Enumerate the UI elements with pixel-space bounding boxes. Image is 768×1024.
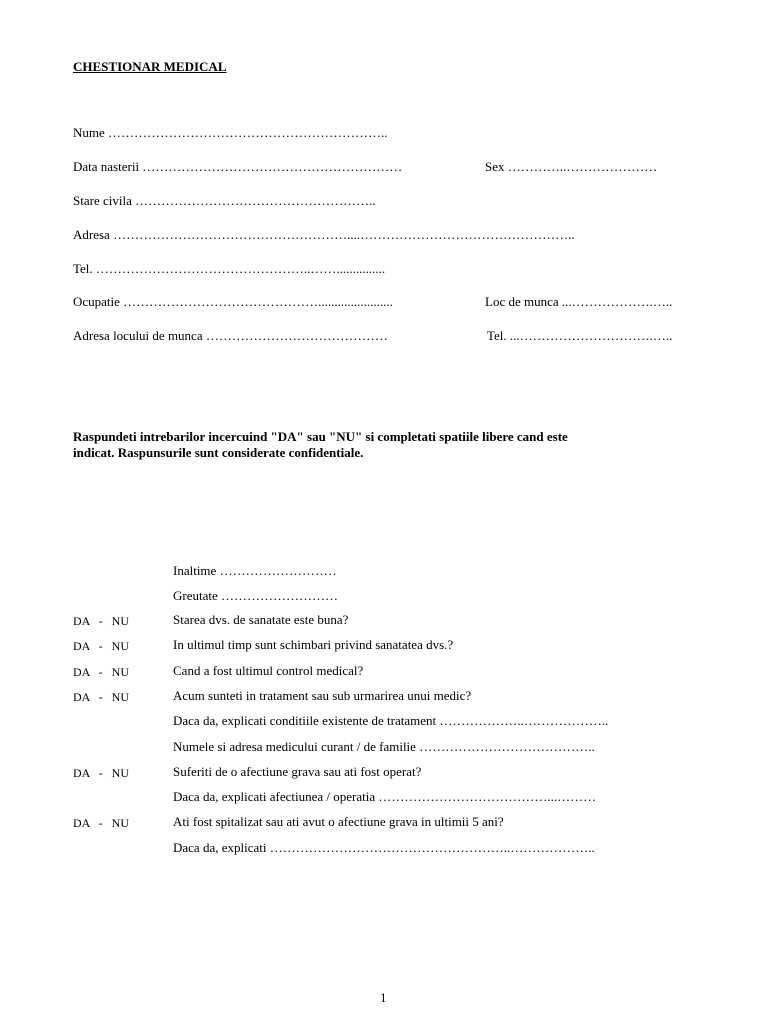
field-stare-civila[interactable]: Stare civila ……………………………………………….. <box>73 193 376 208</box>
question-4-detail-doctor[interactable]: Numele si adresa medicului curant / de familie ………………………………….. <box>173 739 595 754</box>
instructions-line-2: indicat. Raspunsurile sunt considerate confidentiale. <box>73 445 364 460</box>
instructions-line-1: Raspundeti intrebarilor incercuind "DA" sau "NU" si completati spatiile libere cand este <box>73 429 568 444</box>
field-ocupatie[interactable]: Ocupatie ………………………………………....................... <box>73 294 393 309</box>
field-tel-munca[interactable]: Tel. ...………………………….….. <box>487 328 673 343</box>
da-nu-option[interactable]: DA - NU <box>73 816 129 830</box>
question-5-detail[interactable]: Daca da, explicati afectiunea / operatia …………………………………...……… <box>173 789 597 804</box>
question-5: Suferiti de o afectiune grava sau ati fost operat? <box>173 764 422 779</box>
da-nu-option[interactable]: DA - NU <box>73 665 129 679</box>
da-nu-option[interactable]: DA - NU <box>73 614 129 628</box>
field-greutate[interactable]: Greutate ……………………… <box>173 588 339 603</box>
field-sex[interactable]: Sex …………..………………… <box>485 159 658 174</box>
da-nu-option[interactable]: DA - NU <box>73 639 129 653</box>
page-title: CHESTIONAR MEDICAL <box>73 59 227 74</box>
field-nume[interactable]: Nume ……………………………………………………….. <box>73 125 388 140</box>
field-adresa-locului-de-munca[interactable]: Adresa locului de munca …………………………………… <box>73 328 388 343</box>
field-adresa[interactable]: Adresa ………………………………………………....………………………………………….. <box>73 227 575 242</box>
field-tel[interactable]: Tel. …………………………………………..……............... <box>73 261 386 276</box>
field-inaltime[interactable]: Inaltime ……………………… <box>173 563 337 578</box>
da-nu-option[interactable]: DA - NU <box>73 766 129 780</box>
field-loc-de-munca[interactable]: Loc de munca ...……………….….. <box>485 294 673 309</box>
question-4: Acum sunteti in tratament sau sub urmarirea unui medic? <box>173 688 472 703</box>
question-4-detail-treatment[interactable]: Daca da, explicati conditiile existente de tratament ………………..……………….. <box>173 713 609 728</box>
question-6-detail[interactable]: Daca da, explicati ………………………………………………..……………….. <box>173 840 595 855</box>
page-number: 1 <box>380 990 387 1005</box>
question-6: Ati fost spitalizat sau ati avut o afectiune grava in ultimii 5 ani? <box>173 814 504 829</box>
question-3: Cand a fost ultimul control medical? <box>173 663 364 678</box>
da-nu-option[interactable]: DA - NU <box>73 690 129 704</box>
question-2: In ultimul timp sunt schimbari privind sanatatea dvs.? <box>173 637 454 652</box>
field-data-nasterii[interactable]: Data nasterii …………………………………………………… <box>73 159 403 174</box>
question-1: Starea dvs. de sanatate este buna? <box>173 612 349 627</box>
